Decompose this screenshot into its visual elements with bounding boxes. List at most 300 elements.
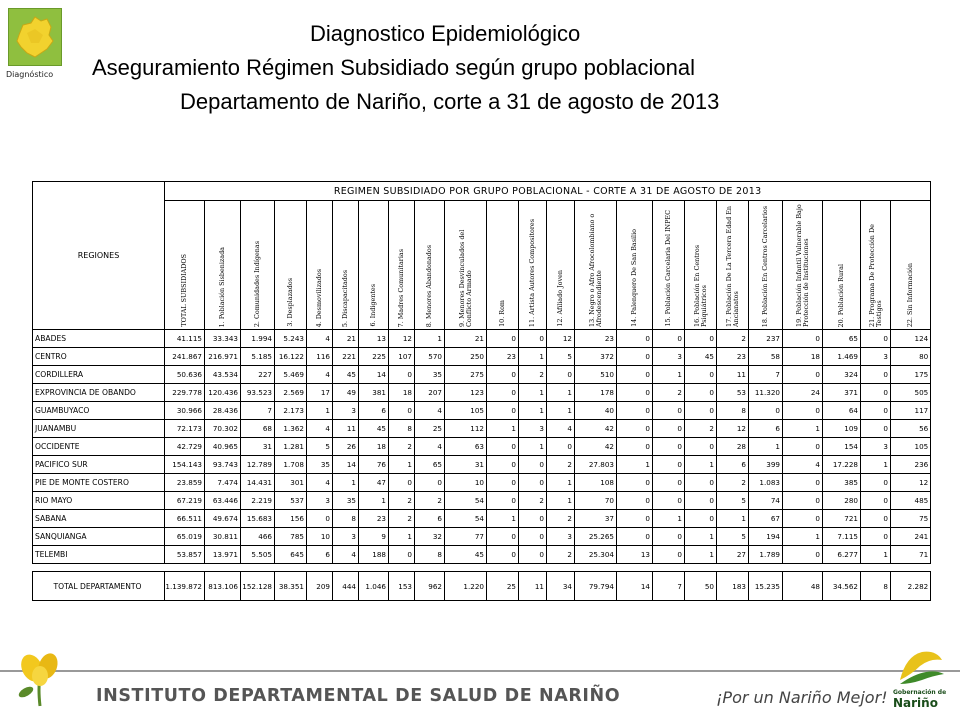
region-name: TOTAL DEPARTAMENTO	[33, 572, 165, 601]
column-header-label: 9. Menores Desvinculados del Conflicto Armado	[457, 229, 473, 327]
column-header-label: 12. Afiliado Joven	[556, 270, 564, 327]
table-cell: 0	[783, 474, 823, 492]
table-cell: 8	[861, 572, 891, 601]
table-cell: 49.674	[205, 510, 241, 528]
column-header-label: 1. Población Sisbenizada	[218, 246, 226, 327]
table-cell: 2	[547, 456, 575, 474]
region-name: OCCIDENTE	[33, 438, 165, 456]
table-cell: 13.971	[205, 546, 241, 564]
column-header	[783, 201, 823, 330]
table-cell: 813.106	[205, 572, 241, 601]
column-header	[717, 201, 749, 330]
table-cell: 0	[389, 546, 415, 564]
table-cell: 12.789	[241, 456, 275, 474]
table-cell: 6	[749, 420, 783, 438]
column-header	[275, 201, 307, 330]
table-cell: 0	[519, 510, 547, 528]
table-cell: 1	[547, 474, 575, 492]
table-cell: 35	[333, 492, 359, 510]
table-cell: 385	[823, 474, 861, 492]
table-cell: 1	[617, 456, 653, 474]
table-cell: 0	[487, 456, 519, 474]
table-cell: 225	[359, 348, 389, 366]
table-cell: 33.343	[205, 330, 241, 348]
region-name: CORDILLERA	[33, 366, 165, 384]
region-name: CENTRO	[33, 348, 165, 366]
table-cell: 28	[717, 438, 749, 456]
table-cell: 71	[891, 546, 931, 564]
table-cell: 0	[685, 438, 717, 456]
table-cell: 50.636	[165, 366, 205, 384]
table-cell: 70	[575, 492, 617, 510]
table-cell: 0	[617, 492, 653, 510]
table-cell: 1	[359, 492, 389, 510]
table-cell: 24	[783, 384, 823, 402]
table-cell: 1	[519, 348, 547, 366]
table-cell: 3	[519, 420, 547, 438]
table-cell: 241.867	[165, 348, 205, 366]
table-cell: 107	[389, 348, 415, 366]
table-cell: 0	[685, 330, 717, 348]
flower-logo-icon	[10, 648, 70, 708]
table-cell: 0	[653, 402, 685, 420]
table-cell: 178	[575, 384, 617, 402]
table-cell: 1	[519, 384, 547, 402]
table-cell: 2	[653, 384, 685, 402]
table-cell: 0	[389, 366, 415, 384]
region-name: TELEMBI	[33, 546, 165, 564]
table-row	[33, 546, 931, 564]
table-cell: 2	[519, 492, 547, 510]
table-cell: 250	[445, 348, 487, 366]
table-cell: 0	[653, 546, 685, 564]
table-cell: 27.803	[575, 456, 617, 474]
table-cell: 1.708	[275, 456, 307, 474]
table-cell: 93.523	[241, 384, 275, 402]
table-cell: 25	[487, 572, 519, 601]
table-cell: 0	[685, 366, 717, 384]
table-cell: 23	[575, 330, 617, 348]
region-name: PACIFICO SUR	[33, 456, 165, 474]
table-cell: 0	[653, 330, 685, 348]
table-cell: 0	[861, 420, 891, 438]
region-name: EXPROVINCIA DE OBANDO	[33, 384, 165, 402]
table-cell: 0	[547, 366, 575, 384]
column-header	[749, 201, 783, 330]
table-cell: 32	[415, 528, 445, 546]
table-cell: 11	[717, 366, 749, 384]
table-cell: 0	[519, 456, 547, 474]
table-cell: 0	[307, 510, 333, 528]
column-header-label: 22. Sin Información	[906, 262, 915, 327]
table-cell: 47	[359, 474, 389, 492]
table-cell: 1	[861, 456, 891, 474]
table-cell: 372	[575, 348, 617, 366]
table-cell: 2.569	[275, 384, 307, 402]
table-cell: 962	[415, 572, 445, 601]
table-cell: 0	[685, 402, 717, 420]
table-cell: 116	[307, 348, 333, 366]
table-cell: 9	[359, 528, 389, 546]
table-cell: 0	[617, 474, 653, 492]
table-cell: 2	[519, 366, 547, 384]
table-cell: 34	[547, 572, 575, 601]
table-cell: 42.729	[165, 438, 205, 456]
table-cell: 15.683	[241, 510, 275, 528]
column-header-label: 5. Discapacitados	[341, 269, 349, 327]
table-cell: 12	[547, 330, 575, 348]
column-header	[241, 201, 275, 330]
table-cell: 1	[749, 438, 783, 456]
table-row	[33, 366, 931, 384]
table-cell: 505	[891, 384, 931, 402]
column-header	[519, 201, 547, 330]
table-cell: 154	[823, 438, 861, 456]
column-header	[547, 201, 575, 330]
column-header	[861, 201, 891, 330]
logo-caption: Diagnóstico	[6, 70, 54, 79]
column-header-label: 6. Indigentes	[369, 284, 377, 327]
table-cell: 26	[333, 438, 359, 456]
table-cell: 0	[653, 438, 685, 456]
table-cell: 4	[307, 330, 333, 348]
table-cell: 70.302	[205, 420, 241, 438]
table-cell: 0	[519, 546, 547, 564]
region-name: PIE DE MONTE COSTERO	[33, 474, 165, 492]
table-cell: 23.859	[165, 474, 205, 492]
table-cell: 0	[783, 438, 823, 456]
table-cell: 221	[333, 348, 359, 366]
table-cell: 0	[617, 420, 653, 438]
table-row	[33, 384, 931, 402]
table-cell: 15.235	[749, 572, 783, 601]
table-cell: 1.362	[275, 420, 307, 438]
column-header	[575, 201, 617, 330]
table-cell: 3	[333, 402, 359, 420]
table-cell: 154.143	[165, 456, 205, 474]
table-cell: 0	[783, 492, 823, 510]
table-row	[33, 420, 931, 438]
table-cell: 0	[519, 330, 547, 348]
table-row	[33, 330, 931, 348]
table-cell: 209	[307, 572, 333, 601]
table-cell: 5.185	[241, 348, 275, 366]
table-cell: 241	[891, 528, 931, 546]
table-cell: 1	[685, 528, 717, 546]
table-cell: 56	[891, 420, 931, 438]
table-cell: 123	[445, 384, 487, 402]
table-cell: 570	[415, 348, 445, 366]
table-cell: 53	[717, 384, 749, 402]
table-cell: 0	[783, 402, 823, 420]
table-cell: 444	[333, 572, 359, 601]
table-cell: 21	[445, 330, 487, 348]
column-header	[617, 201, 653, 330]
table-cell: 112	[445, 420, 487, 438]
population-table	[32, 181, 931, 601]
region-name: SABANA	[33, 510, 165, 528]
table-cell: 0	[487, 492, 519, 510]
table-cell: 18	[389, 384, 415, 402]
table-cell: 124	[891, 330, 931, 348]
table-cell: 0	[617, 330, 653, 348]
table-cell: 117	[891, 402, 931, 420]
table-cell: 399	[749, 456, 783, 474]
table-cell: 0	[783, 366, 823, 384]
table-cell: 0	[861, 366, 891, 384]
table-cell: 65	[415, 456, 445, 474]
table-row	[33, 528, 931, 546]
column-header	[487, 201, 519, 330]
table-cell: 4	[547, 420, 575, 438]
table-cell: 23	[487, 348, 519, 366]
table-cell: 0	[861, 492, 891, 510]
table-cell: 45	[685, 348, 717, 366]
table-cell: 75	[891, 510, 931, 528]
table-cell: 3	[333, 528, 359, 546]
table-cell: 0	[519, 528, 547, 546]
table-cell: 216.971	[205, 348, 241, 366]
table-cell: 0	[415, 474, 445, 492]
table-cell: 1.046	[359, 572, 389, 601]
table-cell: 13	[617, 546, 653, 564]
table-cell: 10	[307, 528, 333, 546]
table-cell: 1	[547, 384, 575, 402]
table-row	[33, 492, 931, 510]
table-cell: 156	[275, 510, 307, 528]
table-cell: 227	[241, 366, 275, 384]
total-row	[33, 572, 931, 601]
table-cell: 1	[307, 402, 333, 420]
page-title-line3: Departamento de Nariño, corte a 31 de agosto de 2013	[180, 89, 720, 114]
table-cell: 17.228	[823, 456, 861, 474]
table-cell: 5.243	[275, 330, 307, 348]
table-cell: 0	[653, 528, 685, 546]
table-cell: 0	[685, 510, 717, 528]
column-header-row	[33, 201, 931, 330]
table-cell: 0	[861, 474, 891, 492]
table-cell: 0	[617, 528, 653, 546]
table-cell: 28.436	[205, 402, 241, 420]
table-cell: 105	[891, 438, 931, 456]
table-cell: 3	[547, 528, 575, 546]
table-supertitle: REGIMEN SUBSIDIADO POR GRUPO POBLACIONAL - CORTE A 31 DE AGOSTO DE 2013	[165, 182, 931, 201]
table-cell: 0	[861, 330, 891, 348]
table-cell: 65	[823, 330, 861, 348]
column-header-label: 10. Rom	[498, 300, 506, 327]
table-cell: 7.474	[205, 474, 241, 492]
table-cell: 53.857	[165, 546, 205, 564]
column-header-label: 15. Población Carcelaria Del INPEC	[664, 210, 672, 327]
table-cell: 67	[749, 510, 783, 528]
table-cell: 194	[749, 528, 783, 546]
diagnostico-logo	[8, 8, 62, 66]
table-cell: 38.351	[275, 572, 307, 601]
table-cell: 0	[487, 330, 519, 348]
table-cell: 105	[445, 402, 487, 420]
table-cell: 1	[685, 456, 717, 474]
region-name: JUANAMBU	[33, 420, 165, 438]
table-cell: 18	[359, 438, 389, 456]
table-cell: 45	[333, 366, 359, 384]
table-cell: 0	[617, 384, 653, 402]
column-header-label: 7. Madres Comunitarias	[397, 248, 405, 327]
table-cell: 0	[389, 474, 415, 492]
table-cell: 12	[891, 474, 931, 492]
table-cell: 5.469	[275, 366, 307, 384]
narino-map-icon	[13, 13, 57, 61]
spacer-row	[33, 564, 931, 572]
table-cell: 40	[575, 402, 617, 420]
table-cell: 13	[359, 330, 389, 348]
table-cell: 5.505	[241, 546, 275, 564]
table-cell: 721	[823, 510, 861, 528]
table-cell: 1	[389, 528, 415, 546]
table-cell: 31	[445, 456, 487, 474]
table-cell: 1	[333, 474, 359, 492]
column-header	[333, 201, 359, 330]
table-body	[33, 330, 931, 601]
gobernacion-logo-text	[893, 688, 946, 708]
table-cell: 0	[617, 438, 653, 456]
table-cell: 35	[307, 456, 333, 474]
table-cell: 54	[445, 510, 487, 528]
column-header	[389, 201, 415, 330]
table-cell: 2	[389, 510, 415, 528]
table-row	[33, 348, 931, 366]
table-cell: 1	[547, 492, 575, 510]
table-cell: 11	[333, 420, 359, 438]
table-cell: 485	[891, 492, 931, 510]
table-row	[33, 474, 931, 492]
column-header-label: 16. Población En Centros Psiquiátricos	[692, 245, 708, 327]
column-header-label: 21. Programa De Protección De Testigos	[867, 224, 883, 327]
table-cell: 4	[307, 366, 333, 384]
table-cell: 50	[685, 572, 717, 601]
region-name: ABADES	[33, 330, 165, 348]
table-cell: 0	[487, 546, 519, 564]
table-cell: 109	[823, 420, 861, 438]
table-cell: 7	[749, 366, 783, 384]
table-cell: 175	[891, 366, 931, 384]
table-cell: 0	[749, 402, 783, 420]
column-header	[823, 201, 861, 330]
table-cell: 1	[685, 546, 717, 564]
table-cell: 6	[359, 402, 389, 420]
table-cell: 8	[389, 420, 415, 438]
table-cell: 153	[389, 572, 415, 601]
column-header	[445, 201, 487, 330]
table-cell: 0	[389, 402, 415, 420]
table-cell: 65.019	[165, 528, 205, 546]
table-cell: 0	[487, 528, 519, 546]
table-cell: 1	[783, 528, 823, 546]
table-cell: 0	[617, 510, 653, 528]
table-cell: 183	[717, 572, 749, 601]
regiones-header: REGIONES	[33, 182, 165, 330]
table-cell: 72.173	[165, 420, 205, 438]
table-cell: 23	[717, 348, 749, 366]
table-cell: 67.219	[165, 492, 205, 510]
table-cell: 4	[783, 456, 823, 474]
table-cell: 80	[891, 348, 931, 366]
table-cell: 8	[333, 510, 359, 528]
table-cell: 40.965	[205, 438, 241, 456]
column-header-label: 2. Comunidades Indígenas	[253, 240, 261, 327]
column-header	[307, 201, 333, 330]
table-cell: 63	[445, 438, 487, 456]
table-cell: 58	[749, 348, 783, 366]
table-cell: 25	[415, 420, 445, 438]
table-cell: 1.220	[445, 572, 487, 601]
column-header-label: 14. Palenquero De San Basilio	[630, 229, 638, 327]
table-cell: 229.778	[165, 384, 205, 402]
table-cell: 1	[487, 510, 519, 528]
table-cell: 66.511	[165, 510, 205, 528]
table-cell: 1.994	[241, 330, 275, 348]
table-cell: 37	[575, 510, 617, 528]
table-cell: 237	[749, 330, 783, 348]
table-row	[33, 510, 931, 528]
gobernacion-logo-icon	[896, 648, 946, 686]
table-cell: 31	[241, 438, 275, 456]
table-cell: 77	[445, 528, 487, 546]
table-cell: 11.320	[749, 384, 783, 402]
table-cell: 35	[415, 366, 445, 384]
table-cell: 3	[653, 348, 685, 366]
table-cell: 2.282	[891, 572, 931, 601]
table-cell: 2.173	[275, 402, 307, 420]
table-cell: 1	[783, 420, 823, 438]
table-cell: 76	[359, 456, 389, 474]
table-cell: 0	[617, 402, 653, 420]
table-cell: 54	[445, 492, 487, 510]
table-cell: 381	[359, 384, 389, 402]
table-cell: 0	[487, 474, 519, 492]
table-cell: 0	[487, 438, 519, 456]
table-cell: 645	[275, 546, 307, 564]
table-cell: 0	[487, 402, 519, 420]
table-cell: 0	[685, 492, 717, 510]
table-cell: 42	[575, 420, 617, 438]
table-cell: 6.277	[823, 546, 861, 564]
column-header-label: 3. Desplazados	[286, 278, 294, 327]
column-header-label: TOTAL SUBSIDIADOS	[180, 254, 188, 327]
table-cell: 93.743	[205, 456, 241, 474]
table-cell: 3	[307, 492, 333, 510]
column-header-label: 4. Desmovilizados	[315, 268, 323, 327]
table-cell: 0	[653, 474, 685, 492]
table-cell: 48	[783, 572, 823, 601]
table-cell: 6	[415, 510, 445, 528]
table-cell: 0	[487, 384, 519, 402]
table-cell: 6	[717, 456, 749, 474]
table-cell: 1	[547, 402, 575, 420]
table-cell: 236	[891, 456, 931, 474]
column-header	[685, 201, 717, 330]
table-row	[33, 402, 931, 420]
table-row	[33, 438, 931, 456]
table-cell: 466	[241, 528, 275, 546]
table-cell: 42	[575, 438, 617, 456]
column-header-label: 8. Menores Abandonados	[425, 244, 433, 327]
table-cell: 1	[487, 420, 519, 438]
column-header	[359, 201, 389, 330]
table-cell: 301	[275, 474, 307, 492]
column-header-label: 13. Negro o Afro Afrocolombiano o Afrodescendiente	[587, 213, 603, 327]
table-cell: 1	[389, 456, 415, 474]
table-cell: 1.083	[749, 474, 783, 492]
